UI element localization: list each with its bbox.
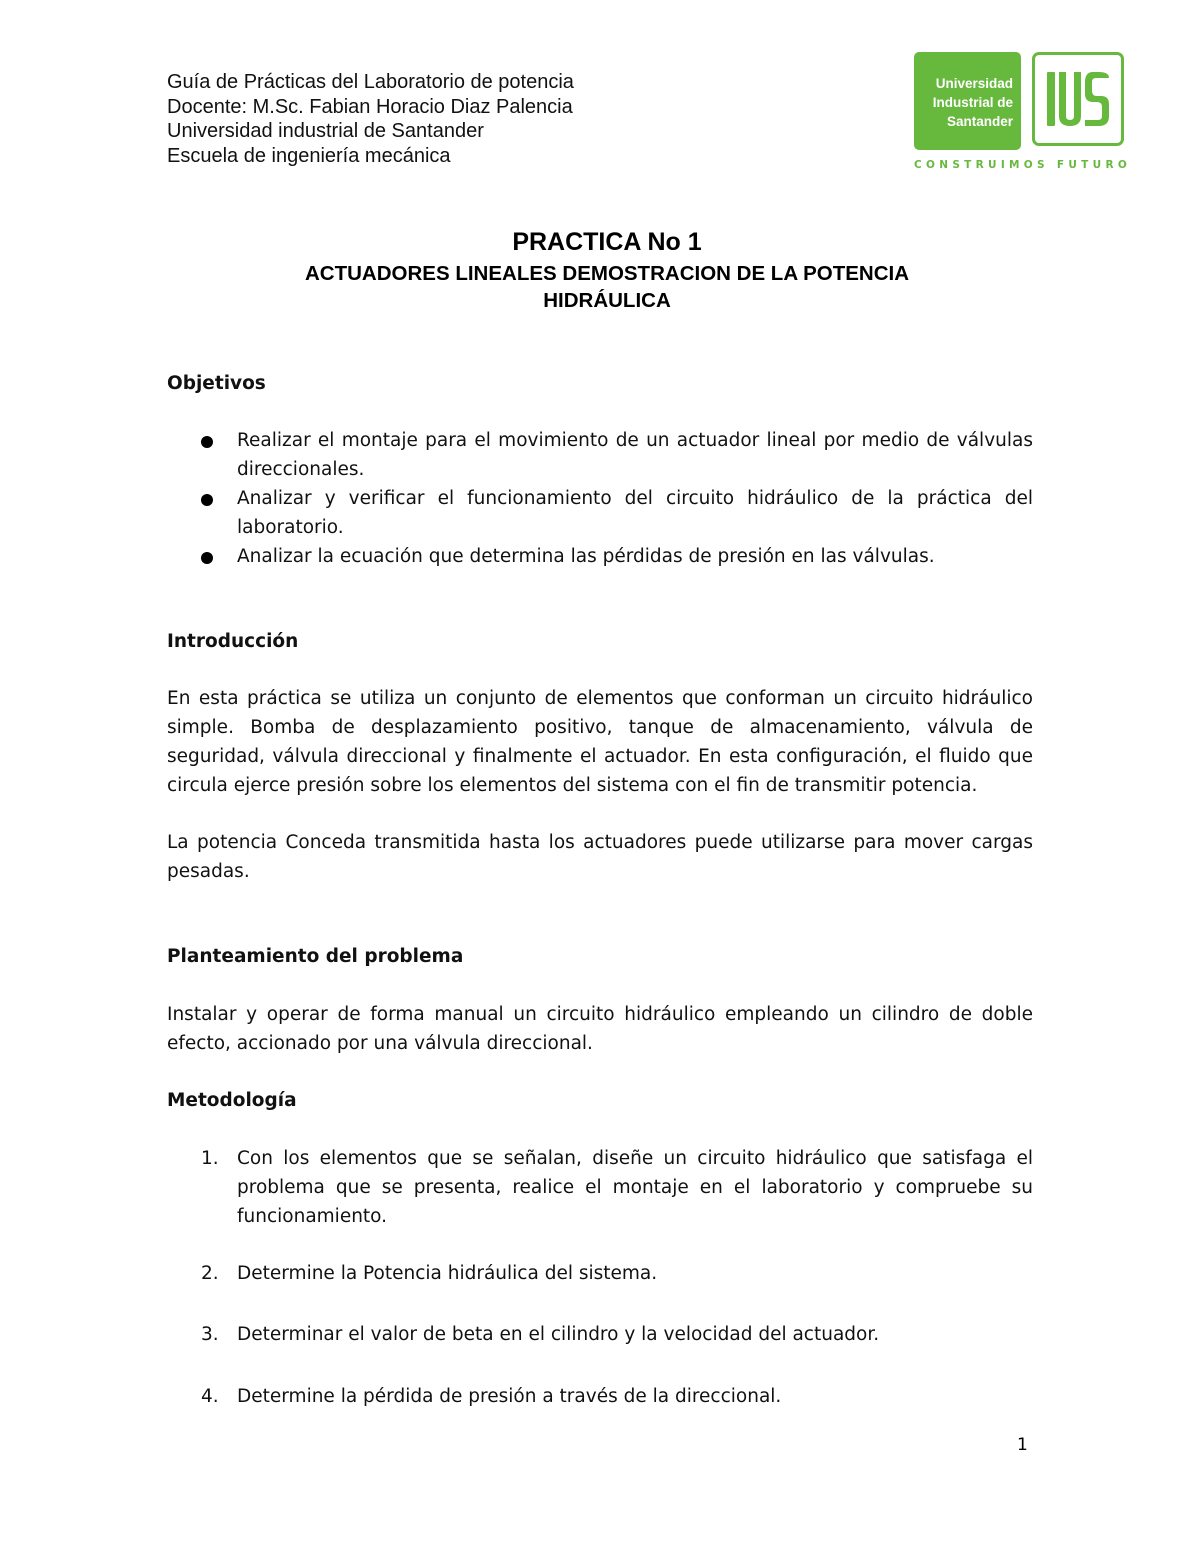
document-title: PRACTICA No 1 bbox=[512, 228, 702, 256]
uis-monogram-icon bbox=[1043, 64, 1113, 134]
objective-item: Analizar la ecuación que determina las pérdidas de presión en las válvulas. bbox=[237, 546, 935, 567]
step-number: 2. bbox=[201, 1263, 219, 1284]
bullet-icon bbox=[201, 436, 213, 448]
step-number: 1. bbox=[201, 1148, 219, 1169]
header-info bbox=[167, 70, 574, 168]
logo-name-line: Santander bbox=[946, 114, 1013, 129]
method-step: Determinar el valor de beta en el cilindro y la velocidad del actuador. bbox=[237, 1324, 880, 1345]
section-heading-metodologia: Metodología bbox=[167, 1090, 297, 1111]
method-step: Determine la pérdida de presión a través de la direccional. bbox=[237, 1386, 782, 1407]
header-line-course: Guía de Prácticas del Laboratorio de potencia bbox=[167, 71, 574, 93]
logo-monogram-box bbox=[1032, 52, 1124, 146]
method-step: Con los elementos que se señalan, diseñe un circuito hidráulico que satisfaga el problema que se presenta, realice el montaje en el laboratorio y compruebe su funcionamiento. bbox=[237, 1148, 1033, 1227]
objective-item: Analizar y verificar el funcionamiento del circuito hidráulico de la práctica del laboratorio. bbox=[237, 488, 1033, 538]
section-heading-objetivos: Objetivos bbox=[167, 373, 266, 394]
uis-logo bbox=[912, 52, 1132, 178]
header-line-school: Escuela de ingeniería mecánica bbox=[167, 144, 451, 167]
objective-item: Realizar el montaje para el movimiento de un actuador lineal por medio de válvulas direccionales. bbox=[237, 430, 1033, 480]
logo-name-line: Industrial de bbox=[932, 95, 1013, 110]
problem-paragraph: Instalar y operar de forma manual un circuito hidráulico empleando un cilindro de doble efecto, accionado por una válvula direccional. bbox=[167, 1004, 1033, 1054]
step-number: 4. bbox=[201, 1386, 219, 1407]
section-heading-planteamiento: Planteamiento del problema bbox=[167, 946, 464, 967]
page-number: 1 bbox=[1017, 1435, 1028, 1455]
logo-name-line: Universidad bbox=[935, 76, 1013, 91]
method-step: Determine la Potencia hidráulica del sistema. bbox=[237, 1263, 658, 1284]
subtitle-line: ACTUADORES LINEALES DEMOSTRACION DE LA POTENCIA bbox=[304, 262, 909, 285]
section-heading-introduccion: Introducción bbox=[167, 631, 299, 652]
header-line-university: Universidad industrial de Santander bbox=[167, 120, 484, 142]
bullet-icon bbox=[201, 552, 213, 564]
document-subtitle bbox=[167, 260, 1047, 314]
intro-paragraph: En esta práctica se utiliza un conjunto de elementos que conforman un circuito hidráulico simple. Bomba de desplazamiento positivo, tanque de almacenamiento, válvula de seguridad, válvula direccional y finalmente el actuador. En esta configuración, el fluido que circula ejerce presión sobre los elementos del sistema con el fin de transmitir potencia. bbox=[167, 688, 1033, 796]
bullet-icon bbox=[201, 494, 213, 506]
subtitle-line: HIDRÁULICA bbox=[543, 289, 671, 312]
step-number: 3. bbox=[201, 1324, 219, 1345]
header-line-teacher: Docente: M.Sc. Fabian Horacio Diaz Palencia bbox=[167, 95, 573, 118]
logo-slogan: CONSTRUIMOS FUTURO bbox=[914, 159, 1132, 171]
intro-paragraph: La potencia Conceda transmitida hasta los actuadores puede utilizarse para mover cargas pesadas. bbox=[167, 832, 1033, 882]
logo-name-block bbox=[914, 52, 1021, 150]
